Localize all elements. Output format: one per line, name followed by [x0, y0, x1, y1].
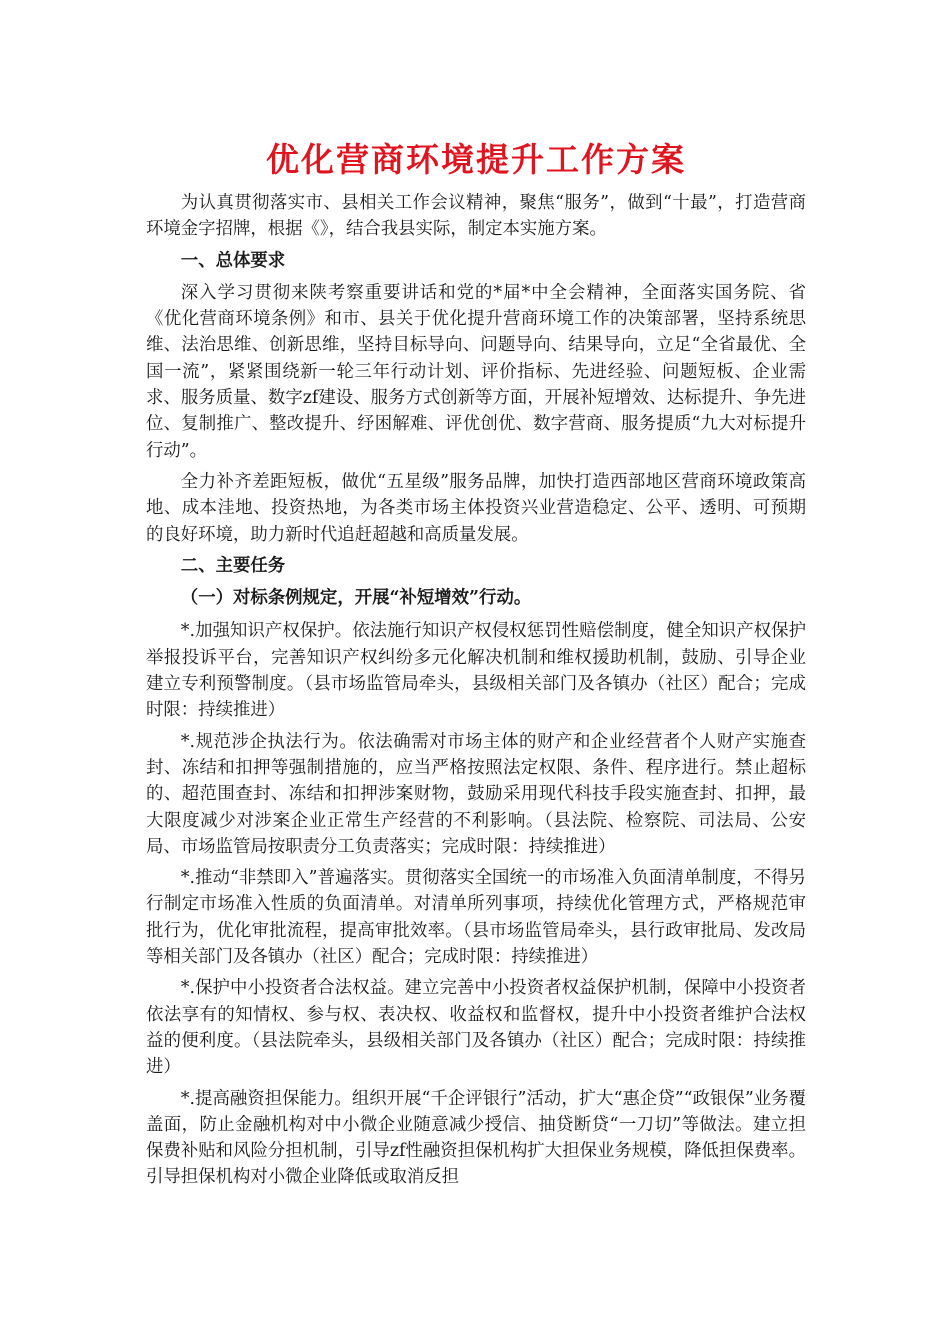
task-item: *.提高融资担保能力。组织开展“千企评银行”活动，扩大“惠企贷”“政银保”业务覆盖面，防止金融机构对中小微企业随意减少授信、抽贷断贷“一刀切”等做法。建立担保费补贴和风险分担机制，引导zf性融资担保机构扩大担保业务规模，降低担保费率。引导担保机构对小微企业降低或取消反担 [146, 1088, 806, 1188]
document-title: 优化营商环境提升工作方案 [266, 140, 686, 179]
task-item: *.规范涉企执法行为。依法确需对市场主体的财产和企业经营者个人财产实施查封、冻结和扣押等强制措施的，应当严格按照法定权限、条件、程序进行。禁止超标的、超范围查封、冻结和扣押涉案财物，鼓励采用现代科技手段实施查封、扣押，最大限度减少对涉案企业正常生产经营的不利影响。（县法院、检察院、司法局、公安局、市场监管局按职责分工负责落实；完成时限：持续推进） [146, 731, 806, 857]
task-item: *.保护中小投资者合法权益。建立完善中小投资者权益保护机制，保障中小投资者依法享有的知情权、参与权、表决权、收益权和监督权，提升中小投资者维护合法权益的便利度。（县法院牵头，县级相关部门及各镇办（社区）配合；完成时限：持续推进） [146, 978, 806, 1078]
subsection-heading: （一）对标条例规定，开展“补短增效”行动。 [180, 588, 532, 609]
body-paragraph: 全力补齐差距短板，做优“五星级”服务品牌，加快打造西部地区营商环境政策高地、成本洼地、投资热地，为各类市场主体投资兴业营造稳定、公平、透明、可预期的良好环境，助力新时代追赶超越和高质量发展。 [146, 471, 806, 545]
section-heading-main-tasks: 二、主要任务 [180, 555, 286, 576]
task-item: *.推动“非禁即入”普遍落实。贯彻落实全国统一的市场准入负面清单制度，不得另行制定市场准入性质的负面清单。对清单所列事项，持续优化管理方式，严格规范审批行为，优化审批流程，提高审批效率。（县市场监管局牵头，县行政审批局、发改局等相关部门及各镇办（社区）配合；完成时限：持续推进） [146, 868, 806, 968]
body-paragraph: 深入学习贯彻来陕考察重要讲话和党的*届*中全会精神，全面落实国务院、省《优化营商环境条例》和市、县关于优化提升营商环境工作的决策部署，坚持系统思维、法治思维、创新思维，坚持目标导向、问题导向、结果导向，立足“全省最优、全国一流”，紧紧围绕新一轮三年行动计划、评价指标、先进经验、问题短板、企业需求、服务质量、数字zf建设、服务方式创新等方面，开展补短增效、达标提升、争先进位、复制推广、整改提升、纾困解难、评优创优、数字营商、服务提质“九大对标提升行动”。 [146, 282, 806, 461]
section-heading-general-requirements: 一、总体要求 [180, 250, 286, 271]
document-page [146, 136, 806, 1196]
intro-paragraph: 为认真贯彻落实市、县相关工作会议精神，聚焦“服务”，做到“十最”，打造营商环境金字招牌，根据《》，结合我县实际，制定本实施方案。 [146, 193, 806, 240]
task-item: *.加强知识产权保护。依法施行知识产权侵权惩罚性赔偿制度，健全知识产权保护举报投诉平台，完善知识产权纠纷多元化解决机制和维权援助机制，鼓励、引导企业建立专利预警制度。（县市场监管局牵头，县级相关部门及各镇办（社区）配合；完成时限：持续推进） [146, 621, 806, 721]
